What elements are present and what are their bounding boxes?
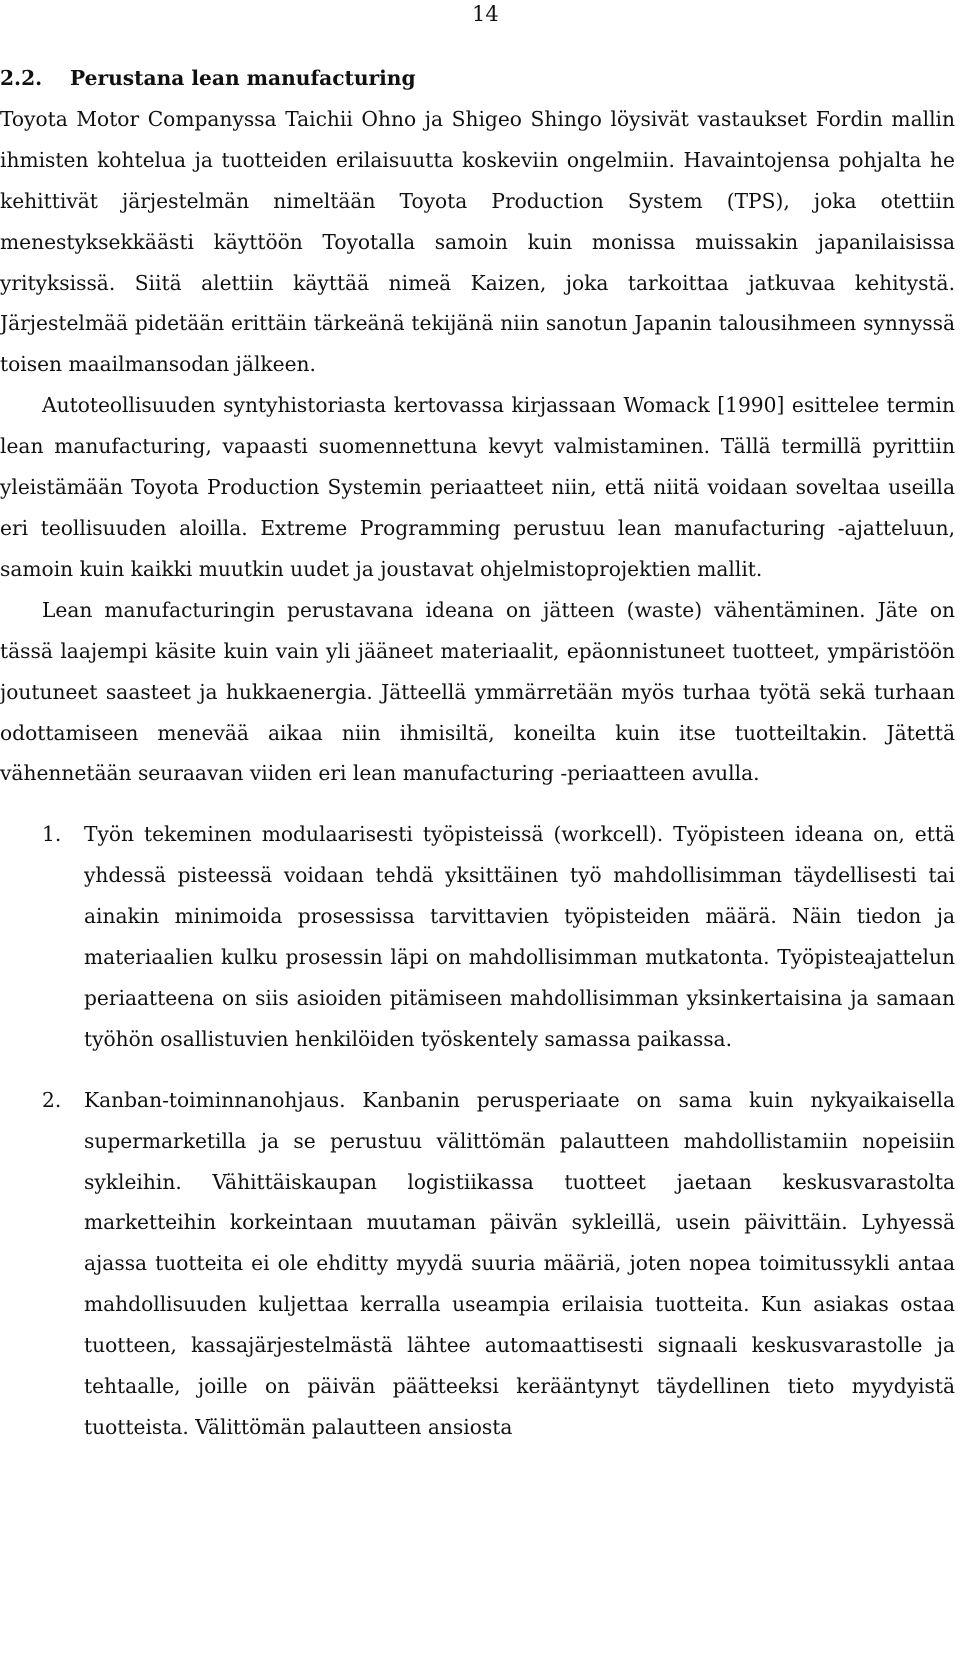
numbered-list — [0, 814, 955, 1448]
section-number: 2.2. — [0, 66, 43, 90]
page-number: 14 — [472, 2, 499, 26]
paragraph: Autoteollisuuden syntyhistoriasta kertovassa kirjassaan Womack [1990] esittelee termin lean manufacturing, vapaasti suomennettuna kevyt valmistaminen. Tällä termillä pyrittiin yleistämään Toyota Production Systemin periaatteet niin, että niitä voidaan soveltaa useilla eri teollisuuden aloilla. Extreme Programming perustuu lean manufacturing -ajatteluun, samoin kuin kaikki muutkin uudet ja joustavat ohjelmistoprojektien mallit. — [0, 393, 955, 581]
section-title: Perustana lean manufacturing — [70, 66, 416, 90]
list-item — [0, 814, 955, 1059]
list-item-text: Kanban-toiminnanohjaus. Kanbanin perusperiaate on sama kuin nykyaikaisella supermarketilla ja se perustuu välittömän palautteen mahdollistamiin nopeisiin sykleihin. Vähittäiskaupan logistiikassa tuotteet jaetaan keskusvarastolta marketteihin korkeintaan muutaman päivän sykleillä, usein päivittäin. Lyhyessä ajassa tuotteita ei ole ehditty myydä suuria määriä, joten nopea toimitussykli antaa mahdollisuuden kuljettaa kerralla useampia erilaisia tuotteita. Kun asiakas ostaa tuotteen, kassajärjestelmästä lähtee automaattisesti signaali keskusvarastolle ja tehtaalle, joille on päivän päätteeksi kerääntynyt täydellinen tieto myydyistä tuotteista. Välittömän palautteen ansiosta — [84, 1087, 955, 1439]
list-item-text: Työn tekeminen modulaarisesti työpisteissä (workcell). Työpisteen ideana on, että yhdessä pisteessä voidaan tehdä yksittäinen työ mahdollisimman täydellisesti tai ainakin minimoida prosessissa tarvittavien työpisteiden määrä. Näin tiedon ja materiaalien kulku prosessin läpi on mahdollisimman mutkatonta. Työpisteajattelun periaatteena on siis asioiden pitämiseen mahdollisimman yksinkertaisina ja samaan työhön osallistuvien henkilöiden työskentely samassa paikassa. — [84, 822, 955, 1051]
paragraph: Lean manufacturingin perustavana ideana on jätteen (waste) vähentäminen. Jäte on tässä laajempi käsite kuin vain yli jääneet materiaalit, epäonnistuneet tuotteet, ympäristöön joutuneet saasteet ja hukkaenergia. Jätteellä ymmärretään myös turhaa työtä sekä turhaan odottamiseen menevää aikaa niin ihmisiltä, koneilta kuin itse tuotteiltakin. Jätettä vähennetään seuraavan viiden eri lean manufacturing -periaatteen avulla. — [0, 597, 955, 786]
section-heading — [0, 58, 955, 99]
paragraph: Toyota Motor Companyssa Taichii Ohno ja Shigeo Shingo löysivät vastaukset Fordin mallin ihmisten kohtelua ja tuotteiden erilaisuutta koskeviin ongelmiin. Havaintojensa pohjalta he kehittivät järjestelmän nimeltään Toyota Production System (TPS), joka otettiin menestyksekkäästi käyttöön Toyotalla samoin kuin monissa muissakin japanilaisissa yrityksissä. Siitä alettiin käyttää nimeä Kaizen, joka tarkoittaa jatkuvaa kehitystä. Järjestelmää pidetään erittäin tärkeänä tekijänä niin sanotun Japanin talousihmeen synnyssä toisen maailmansodan jälkeen. — [0, 106, 955, 377]
list-item-number: 1. — [42, 822, 62, 847]
list-item — [0, 1080, 955, 1448]
page-content — [0, 58, 955, 1448]
list-item-number: 2. — [42, 1087, 62, 1112]
